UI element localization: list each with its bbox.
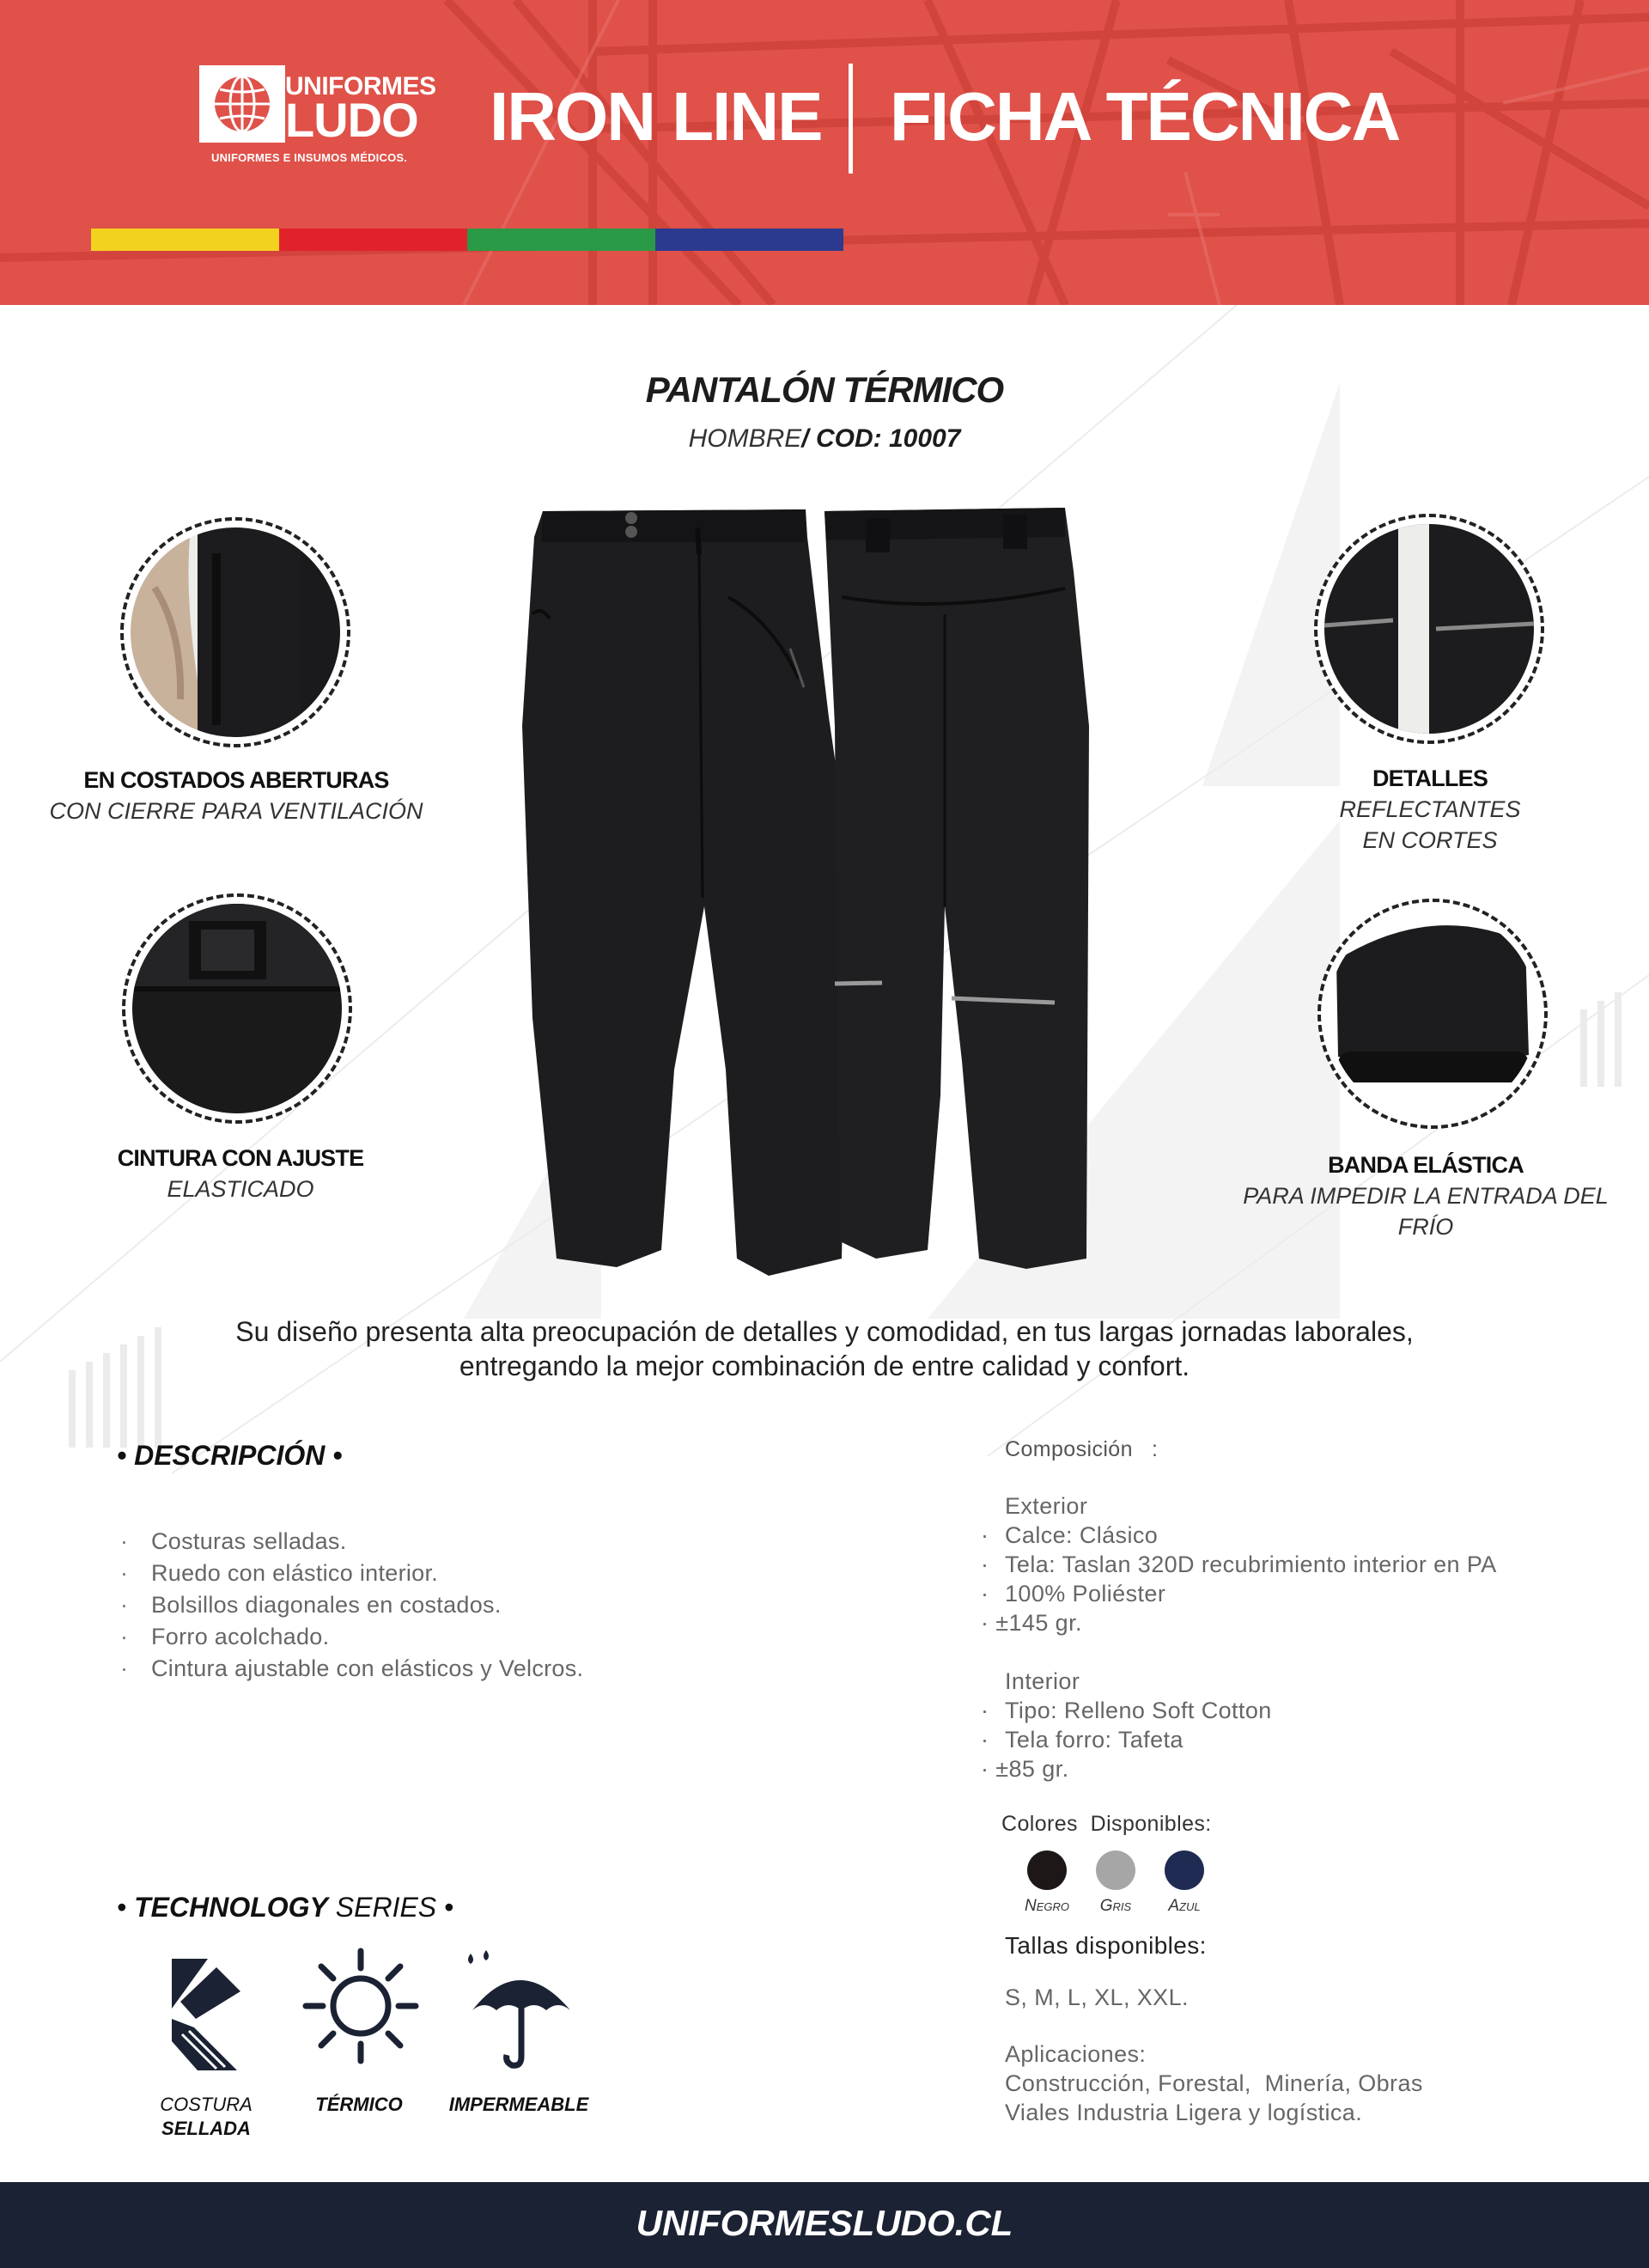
product-title: PANTALÓN TÉRMICO (645, 369, 1004, 410)
composition-heading: Composición : (1005, 1437, 1159, 1461)
composition-interior-item: · Tela forro: Tafeta (981, 1725, 1184, 1754)
list-item: · Bolsillos diagonales en costados. (120, 1589, 893, 1621)
composition-exterior-item: · 100% Poliéster (981, 1579, 1165, 1608)
footer-website-link[interactable]: UNIFORMESLUDO.CL (636, 2203, 1013, 2243)
pants-front-back-image (515, 503, 1099, 1284)
composition-exterior-item: · Calce: Clásico (981, 1521, 1158, 1550)
applications-line-2: Viales Industria Ligera y logística. (1005, 2100, 1363, 2125)
composition-interior-weight: · ±85 gr. (981, 1756, 1069, 1782)
tech-label-waterproof: IMPERMEABLE (448, 2094, 589, 2115)
color-stripe-blue (655, 229, 843, 251)
tech-label-thermal: TÉRMICO (315, 2094, 403, 2115)
product-code: / COD: 10007 (801, 424, 961, 453)
feature-side-zip-subtitle: CON CIERRE PARA VENTILACIÓN (49, 798, 423, 824)
color-swatch-azul (1165, 1850, 1204, 1890)
intro-line-2: entregando la mejor combinación de entre calidad y confort. (459, 1350, 1190, 1381)
brand-ludo: LUDO (285, 93, 418, 147)
feature-elastic-band-subtitle-1: PARA IMPEDIR LA ENTRADA DEL (1243, 1183, 1609, 1209)
color-stripe-yellow (91, 229, 279, 251)
feature-photo-side-zip (120, 517, 350, 747)
tech-label-sealed-seam (120, 2093, 292, 2141)
feature-elastic-band-subtitle-2: FRÍO (1397, 1214, 1454, 1240)
reflective-detail-image (1324, 524, 1534, 734)
waist-adjuster-detail-image (132, 904, 342, 1113)
brand-uniformes: UNIFORMES (285, 72, 436, 101)
feature-elastic-band (1237, 1149, 1615, 1242)
list-item: · Ruedo con elástico interior. (120, 1558, 893, 1589)
side-zip-detail-image (131, 527, 340, 737)
list-item: · Cintura ajustable con elásticos y Velcros. (120, 1653, 893, 1685)
composition-exterior-weight-value: ±145 gr. (995, 1610, 1082, 1636)
color-swatch-gris (1096, 1850, 1135, 1890)
tech-label-sealed-seam-line-2: SELLADA (161, 2118, 251, 2139)
feature-elastic-band-title: BANDA ELÁSTICA (1328, 1152, 1524, 1178)
applications-line-1: Construcción, Forestal, Minería, Obras (1005, 2070, 1423, 2096)
color-swatch-negro (1027, 1850, 1067, 1890)
colors-heading: Colores Disponibles: (1001, 1812, 1212, 1836)
color-stripe-green (467, 229, 655, 251)
color-label-azul: Azul (1168, 1897, 1201, 1915)
umbrella-icon (464, 1950, 575, 2070)
description-heading: • DESCRIPCIÓN • (117, 1440, 343, 1471)
composition-interior-label: Interior (1005, 1668, 1080, 1694)
logo-badge (199, 65, 285, 143)
technology-heading-light: SERIES (335, 1892, 437, 1923)
product-subtitle (0, 424, 1649, 454)
list-item: · Costuras selladas. (120, 1526, 893, 1558)
technology-heading: • TECHNOLOGY SERIES • (117, 1892, 454, 1923)
applications-heading: Aplicaciones: (1005, 2041, 1147, 2067)
sizes-values: S, M, L, XL, XXL. (1005, 1984, 1189, 2010)
feature-side-zip (34, 765, 438, 826)
sizes-heading: Tallas disponibles: (1005, 1932, 1207, 1959)
globe-icon (199, 65, 285, 143)
brand-logo (199, 65, 436, 168)
technology-heading-bold: TECHNOLOGY (134, 1892, 328, 1923)
color-label-gris: Gris (1099, 1897, 1132, 1915)
color-stripe-red (279, 229, 467, 251)
feature-waist (60, 1143, 421, 1204)
sun-icon (301, 1946, 421, 2066)
tech-label-sealed-seam-line-1: COSTURA (160, 2094, 253, 2115)
sheet-title: FICHA TÉCNICA (890, 78, 1400, 155)
product-line-title: IRON LINE (490, 78, 822, 155)
composition-interior-item: · Tipo: Relleno Soft Cotton (981, 1696, 1272, 1725)
feature-reflective-subtitle-2: EN CORTES (1362, 827, 1498, 853)
header-divider (849, 64, 853, 174)
feature-photo-reflective (1314, 514, 1544, 744)
sealed-seam-icon (163, 1959, 249, 2070)
feature-photo-elastic-band (1317, 899, 1548, 1129)
pants-back (824, 508, 1089, 1269)
composition-interior-weight-value: ±85 gr. (995, 1756, 1069, 1782)
feature-reflective-subtitle-1: REFLECTANTES (1339, 796, 1521, 822)
header-banner (0, 0, 1649, 305)
intro-paragraph (155, 1314, 1494, 1383)
footer (0, 2182, 1649, 2268)
product-gender: HOMBRE (688, 424, 802, 453)
elastic-band-detail-image (1328, 909, 1537, 1119)
feature-waist-title: CINTURA CON AJUSTE (117, 1145, 364, 1171)
brand-tagline: UNIFORMES E INSUMOS MÉDICOS. (211, 151, 408, 164)
description-list (120, 1526, 893, 1685)
feature-reflective (1271, 763, 1589, 856)
composition-exterior-item: · Tela: Taslan 320D recubrimiento interior en PA (981, 1550, 1497, 1579)
list-item: · Forro acolchado. (120, 1621, 893, 1653)
composition-exterior-label: Exterior (1005, 1493, 1088, 1519)
feature-waist-subtitle: ELASTICADO (167, 1176, 314, 1202)
intro-line-1: Su diseño presenta alta preocupación de detalles y comodidad, en tus largas jornadas laborales, (235, 1316, 1414, 1347)
color-label-negro: Negro (1024, 1897, 1069, 1915)
feature-photo-waist (122, 893, 352, 1124)
pants-front (522, 509, 850, 1276)
feature-side-zip-title: EN COSTADOS ABERTURAS (83, 767, 389, 793)
composition-exterior-weight: · ±145 gr. (981, 1610, 1082, 1636)
feature-reflective-title: DETALLES (1372, 765, 1488, 791)
